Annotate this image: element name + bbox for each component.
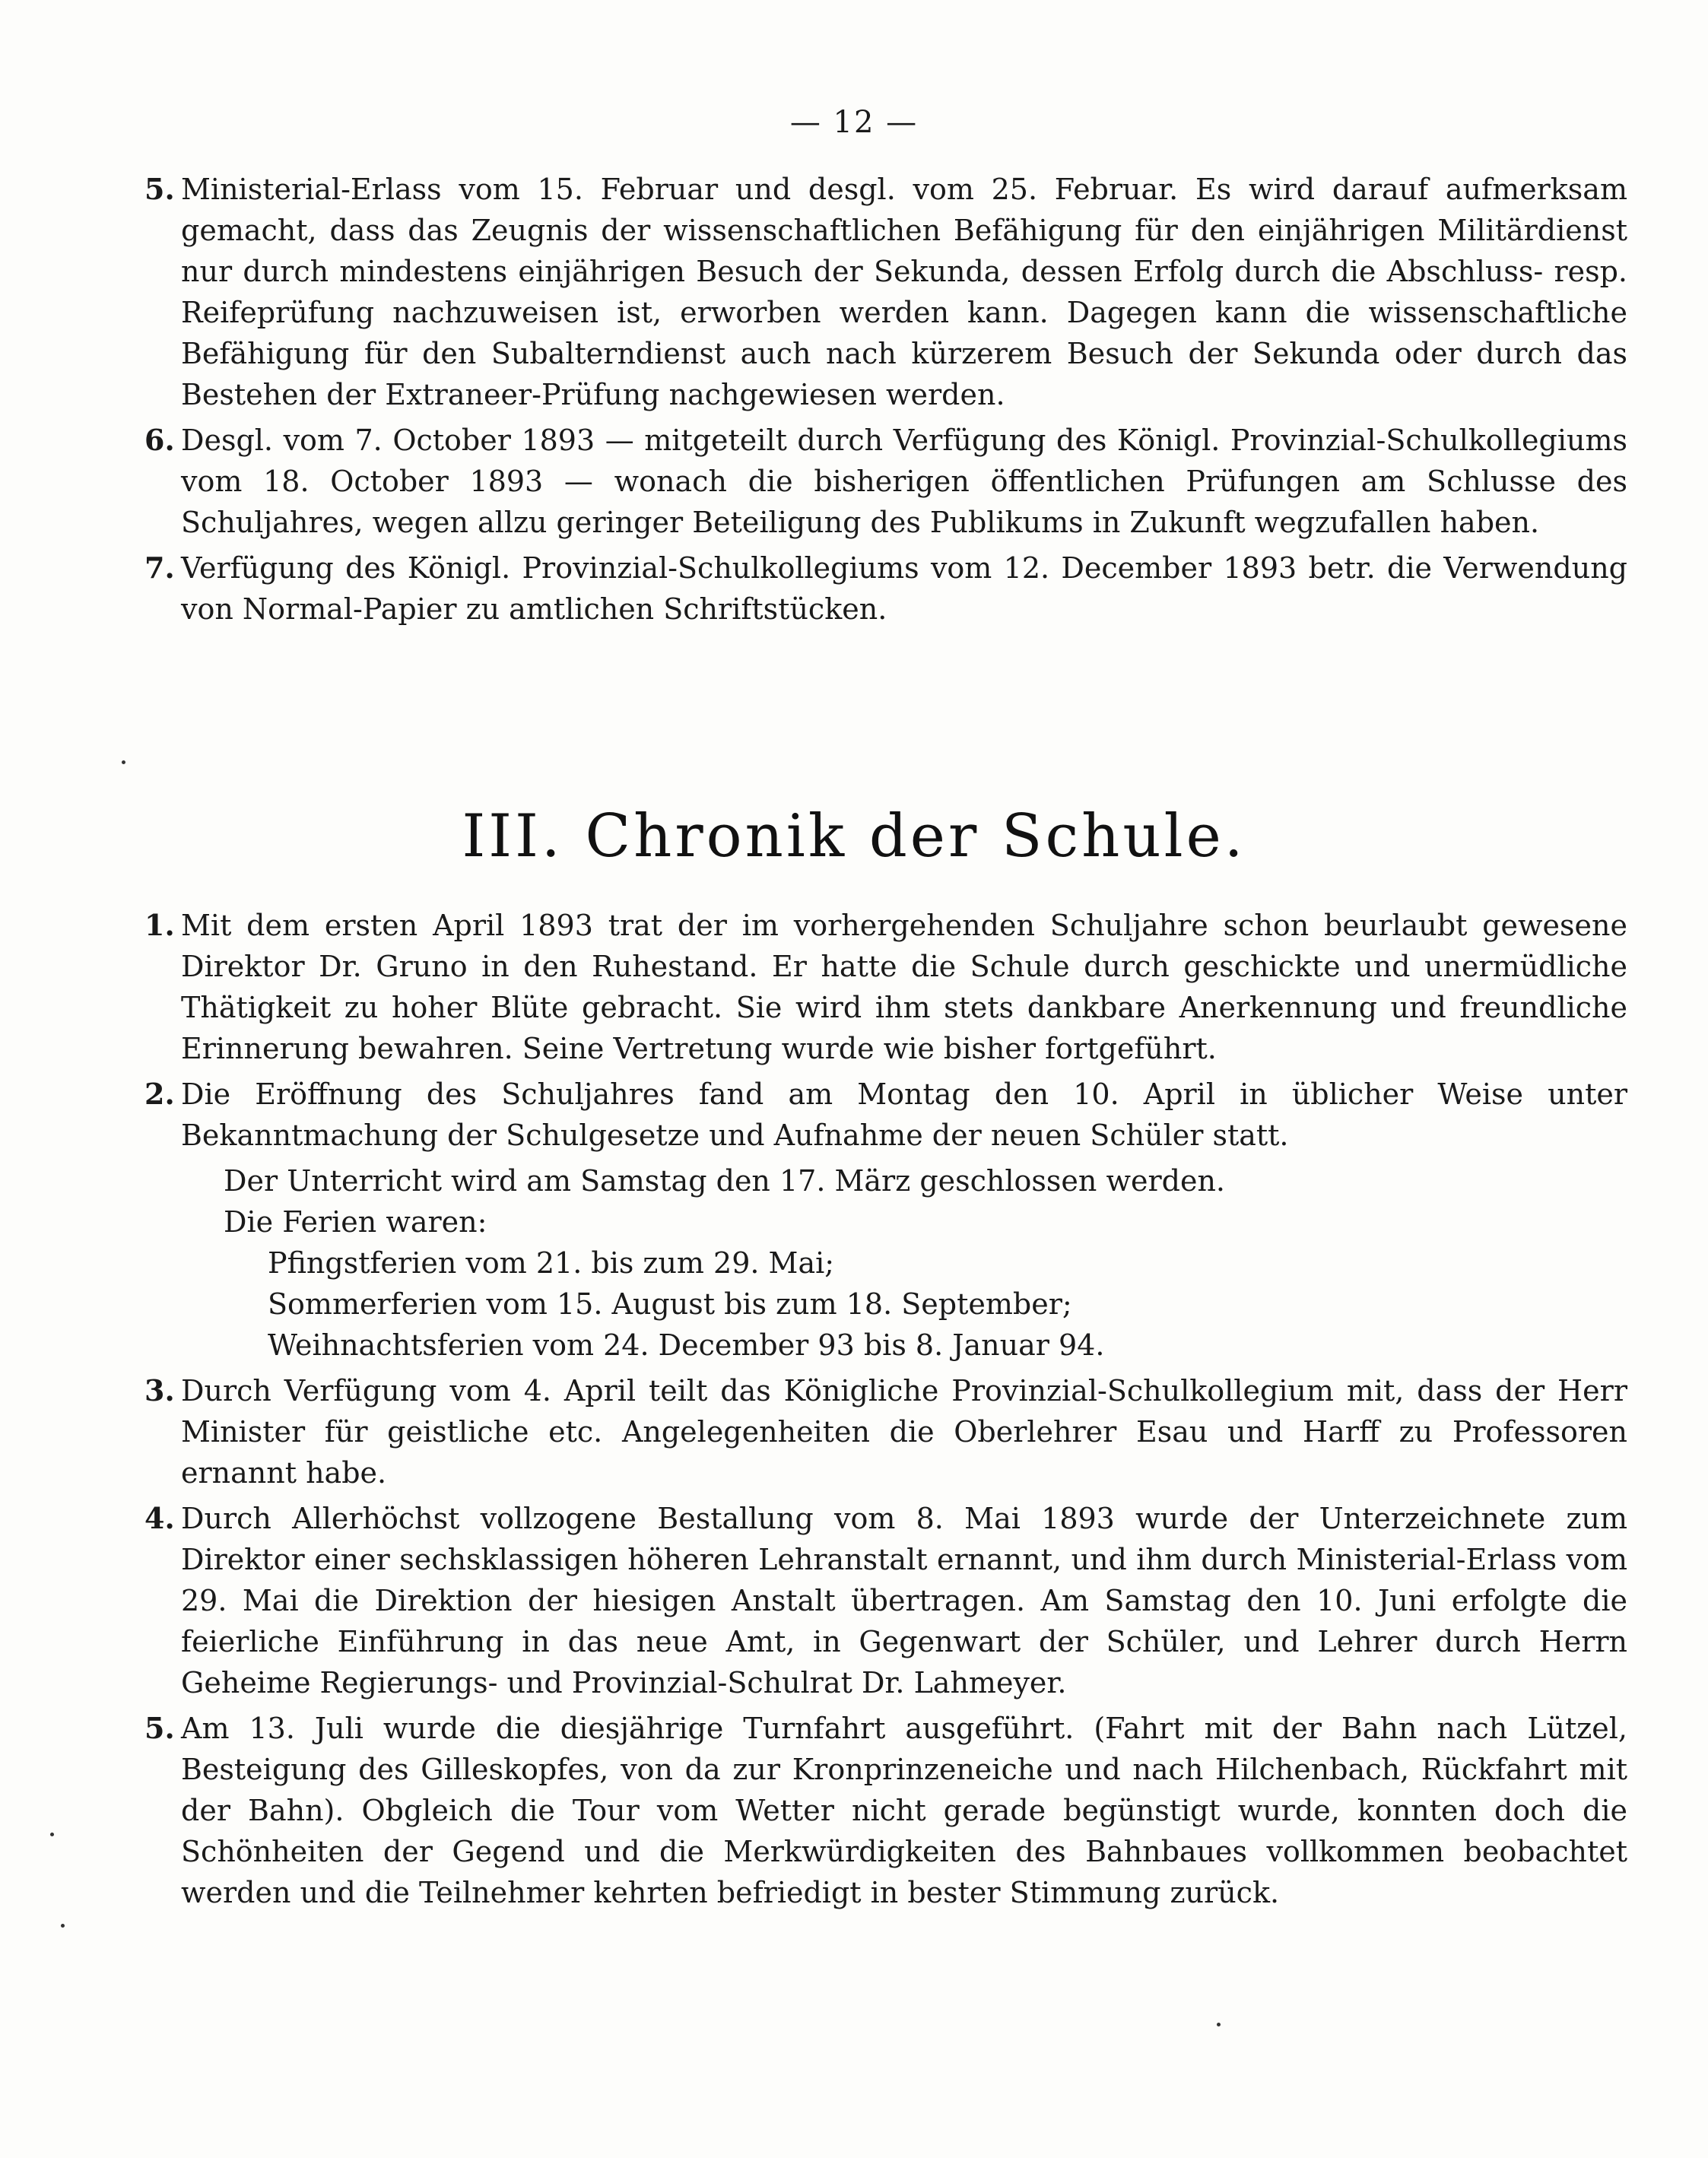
item-number: 3. bbox=[144, 1373, 175, 1407]
item-text: Durch Allerhöchst vollzogene Bestallung vom 8. Mai 1893 wurde der Unterzeichnete zum Direktor einer sechsklassigen höheren Lehranstalt ernannt, und ihm durch Ministerial-Erlass vom 29. Mai die Direktion der hiesigen Anstalt übertragen. Am Samstag den 10. Juni erfolgte die feierliche Einführung in das neue Amt, in Gegenwart der Schüler, und Lehrer durch Herrn Geheime Regierungs- und Provinzial-Schulrat Dr. Lahmeyer. bbox=[181, 1502, 1627, 1699]
scan-speck bbox=[61, 1924, 65, 1928]
list-item bbox=[144, 1708, 1627, 1913]
scan-speck bbox=[50, 1833, 54, 1836]
section-title: III. Chronik der Schule. bbox=[462, 802, 1246, 871]
item-text: Durch Verfügung vom 4. April teilt das Königliche Provinzial-Schulkollegium mit, dass der Herr Minister für geistliche etc. Angelegenheiten die Oberlehrer Esau und Harff zu Professoren ernannt habe. bbox=[181, 1374, 1627, 1490]
list-item bbox=[144, 169, 1627, 415]
ministerial-list bbox=[144, 169, 1627, 634]
ferien-item: Pfingstferien vom 21. bis zum 29. Mai; bbox=[268, 1246, 835, 1280]
list-item bbox=[144, 420, 1627, 543]
ferien-item: Weihnachtsferien vom 24. December 93 bis 8. Januar 94. bbox=[268, 1328, 1105, 1362]
ferien-item: Sommerferien vom 15. August bis zum 18. September; bbox=[268, 1287, 1072, 1321]
page-number: — 12 — bbox=[789, 105, 919, 140]
item-text: Am 13. Juli wurde die diesjährige Turnfahrt ausgeführt. (Fahrt mit der Bahn nach Lützel, Besteigung des Gilleskopfes, von da zur Kronprinzeneiche und nach Hilchenbach, Rückfahrt mit der Bahn). Obgleich die Tour vom Wetter nicht gerade begünstigt wurde, konnten doch die Schönheiten der Gegend und die Merkwürdigkeiten des Bahnbaues vollkommen beobachtet werden und die Teilnehmer kehrten befriedigt in bester Stimmung zurück. bbox=[181, 1712, 1627, 1909]
item-text: Die Eröffnung des Schuljahres fand am Montag den 10. April in üblicher Weise unter Bekanntmachung der Schulgesetze und Aufnahme der neuen Schüler statt. bbox=[181, 1077, 1627, 1152]
list-item bbox=[144, 905, 1627, 1069]
item-text: Desgl. vom 7. October 1893 — mitgeteilt durch Verfügung des Königl. Provinzial-Schulkollegiums vom 18. October 1893 — wonach die bisherigen öffentlichen Prüfungen am Schlusse des Schuljahres, wegen allzu geringer Beteiligung des Publikums in Zukunft wegzufallen haben. bbox=[181, 424, 1627, 539]
item-number: 7. bbox=[144, 551, 175, 585]
list-item bbox=[144, 547, 1627, 630]
list-item bbox=[144, 1370, 1627, 1493]
chronik-list bbox=[144, 905, 1627, 1918]
scan-speck bbox=[122, 760, 125, 764]
item-number: 5. bbox=[144, 172, 175, 206]
item-number: 4. bbox=[144, 1501, 175, 1535]
unterricht-line: Der Unterricht wird am Samstag den 17. März geschlossen werden. bbox=[224, 1164, 1226, 1198]
ferien-intro: Die Ferien waren: bbox=[224, 1205, 487, 1239]
scan-speck bbox=[1217, 2023, 1221, 2026]
item-number: 1. bbox=[144, 908, 175, 942]
item-text: Verfügung des Königl. Provinzial-Schulkollegiums vom 12. December 1893 betr. die Verwendung von Normal-Papier zu amtlichen Schriftstücken. bbox=[181, 551, 1627, 626]
item-text: Ministerial-Erlass vom 15. Februar und desgl. vom 25. Februar. Es wird darauf aufmerksam gemacht, dass das Zeugnis der wissenschaftlichen Befähigung für den einjährigen Militärdienst nur durch mindestens einjährigen Besuch der Sekunda, dessen Erfolg durch die Abschluss- resp. Reifeprüfung nachzuweisen ist, erworben werden kann. Dagegen kann die wissenschaftliche Befähigung für den Subalterndienst auch nach kürzerem Besuch der Sekunda oder durch das Bestehen der Extraneer-Prüfung nachgewiesen werden. bbox=[181, 173, 1627, 411]
list-item bbox=[144, 1074, 1627, 1156]
item-number: 2. bbox=[144, 1077, 175, 1111]
item-text: Mit dem ersten April 1893 trat der im vorhergehenden Schuljahre schon beurlaubt gewesene Direktor Dr. Gruno in den Ruhestand. Er hatte die Schule durch geschickte und unermüdliche Thätigkeit zu hoher Blüte gebracht. Sie wird ihm stets dankbare Anerkennung und freundliche Erinnerung bewahren. Seine Vertretung wurde wie bisher fortgeführt. bbox=[181, 909, 1627, 1065]
item-number: 6. bbox=[144, 423, 175, 457]
list-item bbox=[144, 1498, 1627, 1703]
item-number: 5. bbox=[144, 1711, 175, 1745]
